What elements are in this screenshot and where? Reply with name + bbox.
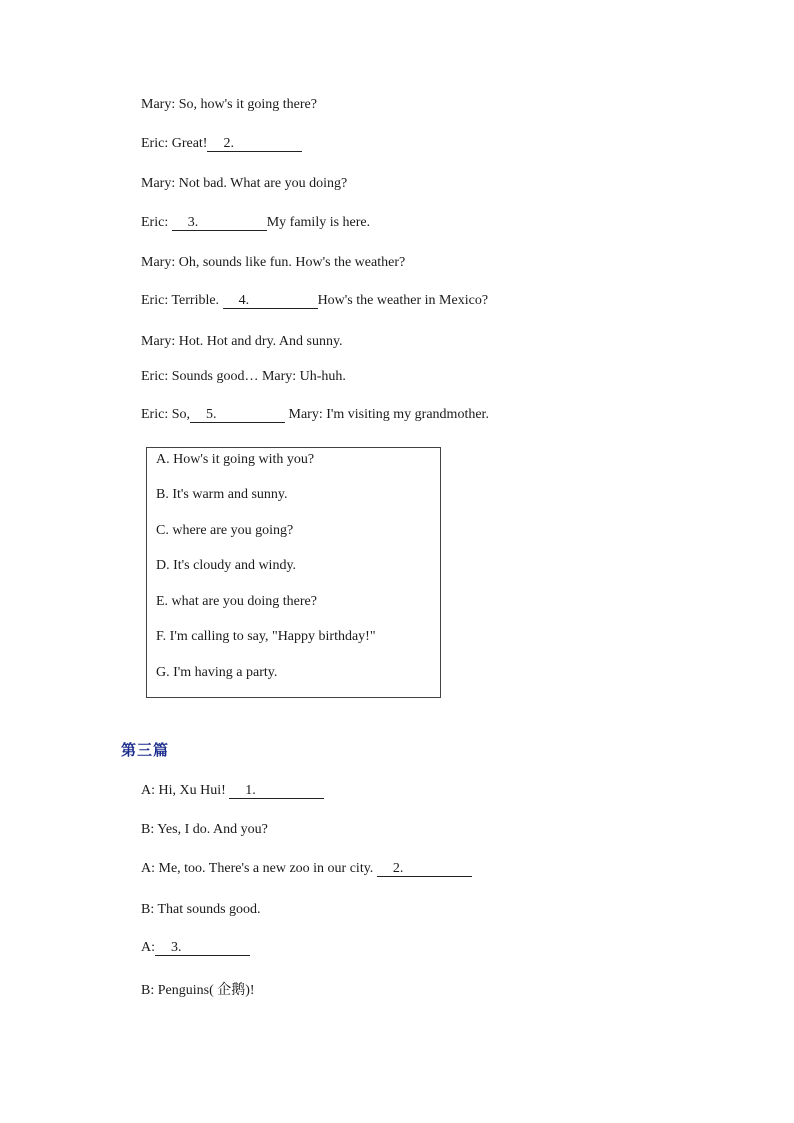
dialogue-text: Mary: So, how's it going there?: [141, 97, 317, 112]
answer-blank[interactable]: 5.: [190, 408, 285, 423]
dialogue-line: [141, 97, 317, 113]
option-item: B. It's warm and sunny.: [156, 487, 288, 502]
dialogue-text: Eric: Terrible.: [141, 293, 223, 308]
dialogue-line: [141, 822, 268, 838]
dialogue-text: A: Me, too. There's a new zoo in our city.: [141, 861, 377, 876]
dialogue-text: Eric: Sounds good… Mary: Uh-huh.: [141, 369, 346, 384]
dialogue-text: Eric:: [141, 215, 172, 230]
dialogue-text: A:: [141, 940, 155, 955]
dialogue-line: [141, 334, 343, 350]
dialogue-text: My family is here.: [266, 215, 371, 230]
answer-blank[interactable]: 2.: [377, 862, 472, 877]
section-heading: 第三篇: [121, 741, 170, 759]
dialogue-text: Mary: Not bad. What are you doing?: [141, 176, 348, 191]
answer-blank[interactable]: 4.: [223, 294, 318, 309]
dialogue-text: B: Yes, I do. And you?: [141, 822, 268, 837]
dialogue-text: Mary: I'm visiting my grandmother.: [285, 407, 489, 422]
option-item: G. I'm having a party.: [156, 665, 278, 680]
dialogue-line: [141, 293, 488, 309]
dialogue-text: B: That sounds good.: [141, 902, 261, 917]
dialogue-text: Eric: Great!: [141, 136, 208, 151]
option-item: D. It's cloudy and windy.: [156, 558, 297, 573]
dialogue-line: [141, 176, 347, 192]
options-box: [146, 447, 441, 698]
option-item: C. where are you going?: [156, 523, 294, 538]
dialogue-line: [141, 255, 405, 271]
answer-blank[interactable]: 3.: [172, 216, 267, 231]
dialogue-text: Eric: So,: [141, 407, 190, 422]
dialogue-line: [141, 215, 370, 231]
dialogue-line: [141, 983, 255, 999]
dialogue-line: [141, 940, 250, 956]
dialogue-line: [141, 136, 302, 152]
answer-blank[interactable]: 3.: [155, 941, 250, 956]
dialogue-line: [141, 783, 324, 799]
dialogue-line: [141, 407, 489, 423]
dialogue-line: [141, 861, 472, 877]
dialogue-text: A: Hi, Xu Hui!: [141, 783, 230, 798]
answer-blank[interactable]: 1.: [229, 784, 324, 799]
answer-blank[interactable]: 2.: [207, 137, 302, 152]
dialogue-text: B: Penguins( 企鹅)!: [141, 983, 255, 998]
option-item: A. How's it going with you?: [156, 452, 315, 467]
dialogue-line: [141, 369, 346, 385]
option-item: E. what are you doing there?: [156, 594, 317, 609]
dialogue-text: Mary: Oh, sounds like fun. How's the weather?: [141, 255, 406, 270]
dialogue-text: Mary: Hot. Hot and dry. And sunny.: [141, 334, 343, 349]
dialogue-text: How's the weather in Mexico?: [317, 293, 489, 308]
dialogue-line: [141, 902, 261, 918]
option-item: F. I'm calling to say, "Happy birthday!": [156, 629, 376, 644]
